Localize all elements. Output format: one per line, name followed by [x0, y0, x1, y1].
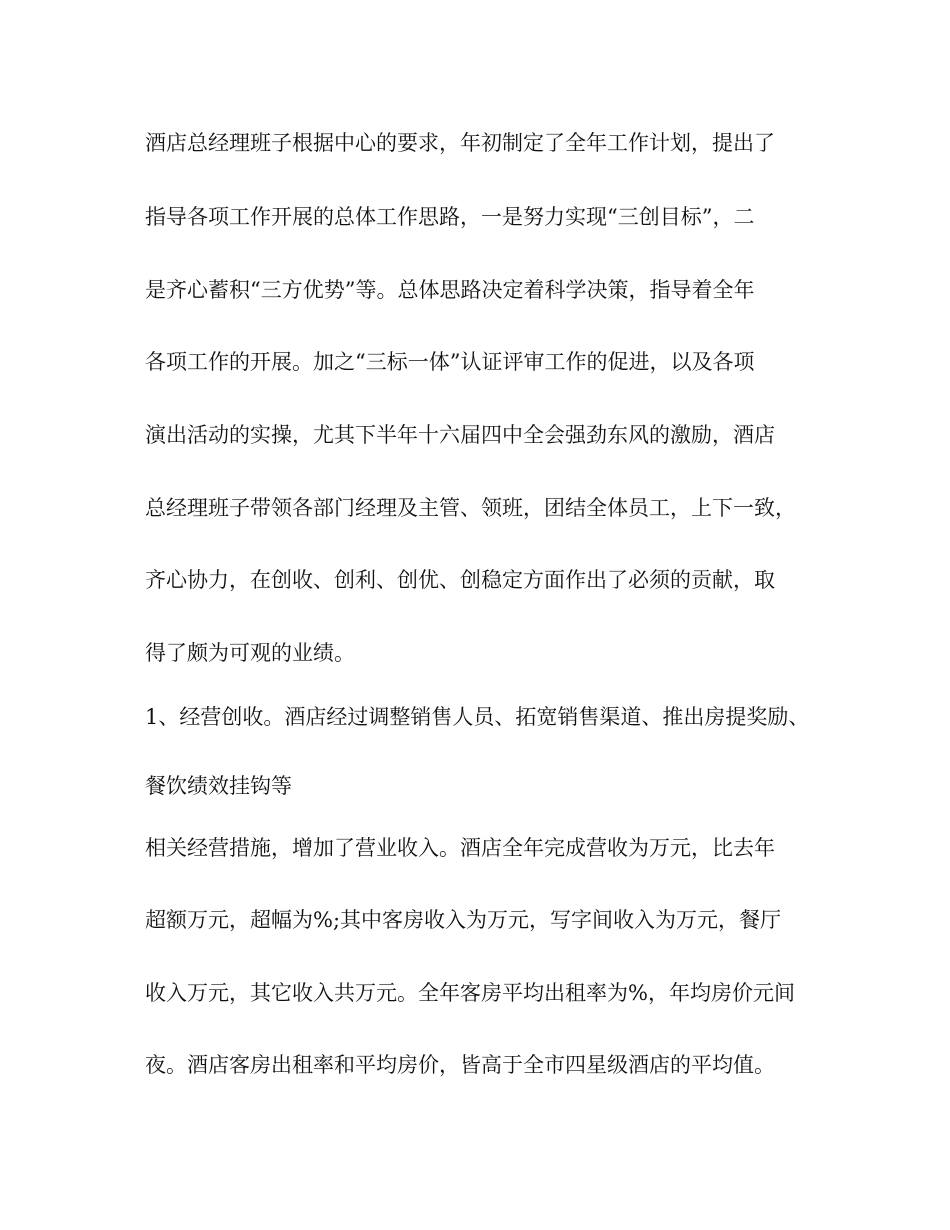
- section-heading-operations: 1、经营创收。酒店经过调整销售人员、拓宽销售渠道、推出房提奖励、: [145, 705, 810, 729]
- text-line-6: 总经理班子带领各部门经理及主管、领班，团结全体员工，上下一致，: [145, 496, 796, 520]
- text-line-3: 是齐心蓄积“三方优势”等。总体思路决定着科学决策，指导着全年: [145, 278, 755, 302]
- text-line-7: 齐心协力，在创收、创利、创优、创稳定方面作出了必须的贡献，取: [145, 568, 775, 592]
- text-line-4: 各项工作的开展。加之“三标一体”认证评审工作的促进，以及各项: [145, 350, 755, 374]
- text-line-8: 得了颇为可观的业绩。: [145, 641, 355, 665]
- text-line-11: 相关经营措施，增加了营业收入。酒店全年完成营收为万元，比去年: [145, 836, 775, 860]
- text-line-10: 餐饮绩效挂钩等: [145, 774, 292, 798]
- text-line-13: 收入万元，其它收入共万元。全年客房平均出租率为%，年均房价元间: [145, 981, 795, 1005]
- text-line-2: 指导各项工作开展的总体工作思路，一是努力实现“三创目标”，二: [145, 205, 755, 229]
- text-line-5: 演出活动的实操，尤其下半年十六届四中全会强劲东风的激励，酒店: [145, 423, 775, 447]
- text-line-1: 酒店总经理班子根据中心的要求，年初制定了全年工作计划，提出了: [145, 131, 775, 155]
- text-line-14: 夜。酒店客房出租率和平均房价，皆高于全市四星级酒店的平均值。: [145, 1053, 775, 1077]
- text-line-12: 超额万元，超幅为%;其中客房收入为万元，写字间收入为万元，餐厅: [145, 908, 782, 932]
